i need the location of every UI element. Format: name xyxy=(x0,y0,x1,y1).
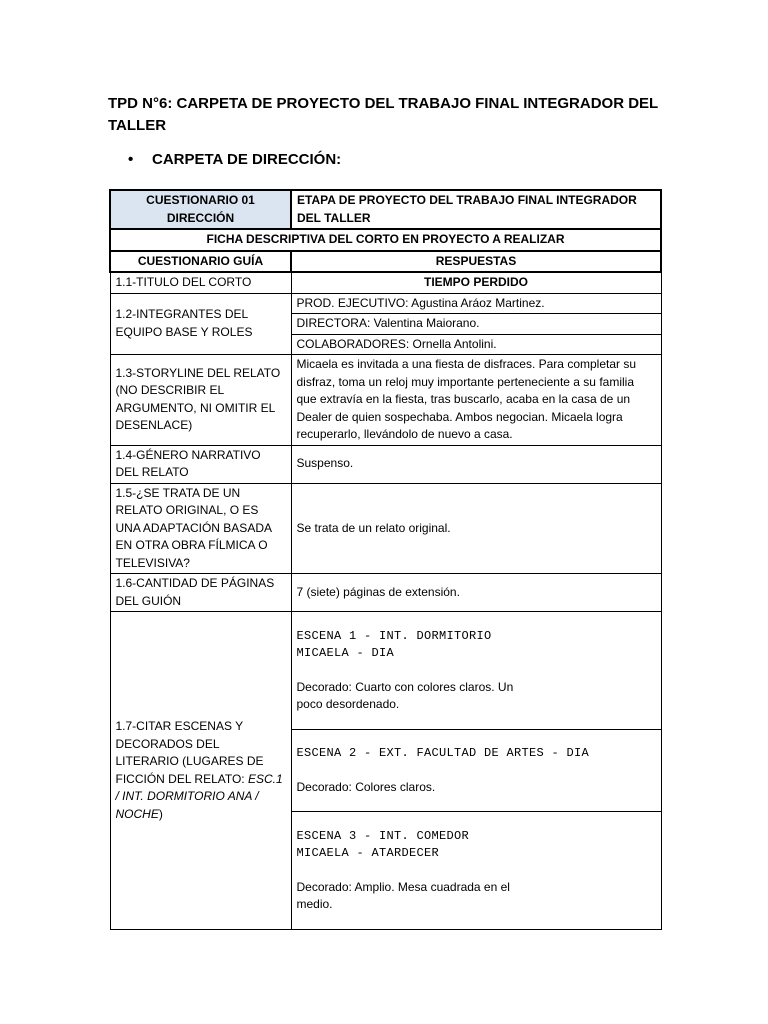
scene-1-decorado: Decorado: Cuarto con colores claros. Un poco desordenado. xyxy=(296,679,514,711)
answer-colaboradores: COLABORADORES: Ornella Antolini. xyxy=(291,334,661,355)
scene-2 xyxy=(291,730,661,812)
answer-paginas: 7 (siete) páginas de extensión. xyxy=(291,574,661,612)
scene-1 xyxy=(291,612,661,730)
scene-1-heading: ESCENA 1 - INT. DORMITORIO xyxy=(296,628,492,643)
question-original: 1.5-¿SE TRATA DE UN RELATO ORIGINAL, O ES UNA ADAPTACIÓN BASADA EN OTRA OBRA FÍLMICA O TELEVISIVA? xyxy=(110,483,291,574)
answer-directora: DIRECTORA: Valentina Maiorano. xyxy=(291,314,661,335)
section-heading-text: CARPETA DE DIRECCIÓN: xyxy=(152,151,342,168)
scene-3 xyxy=(291,812,661,930)
escenas-question-text: 1.7-CITAR ESCENAS Y DECORADOS DEL LITERARIO (LUGARES DE FICCIÓN DEL RELATO: xyxy=(115,719,264,786)
question-integrantes: 1.2-INTEGRANTES DEL EQUIPO BASE Y ROLES xyxy=(110,293,291,355)
header-etapa: ETAPA DE PROYECTO DEL TRABAJO FINAL INTEGRADOR DEL TALLER xyxy=(291,190,661,229)
scene-3-character: MICAELA - ATARDECER xyxy=(296,846,440,860)
questionnaire-table xyxy=(109,189,662,930)
col-header-guide: CUESTIONARIO GUÍA xyxy=(110,251,291,273)
question-escenas xyxy=(110,612,291,930)
question-storyline: 1.3-STORYLINE DEL RELATO (NO DESCRIBIR EL ARGUMENTO, NI OMITIR EL DESENLACE) xyxy=(110,355,291,446)
col-header-answers: RESPUESTAS xyxy=(291,251,661,273)
scene-2-decorado: Decorado: Colores claros. xyxy=(296,779,436,794)
page-title: TPD N°6: CARPETA DE PROYECTO DEL TRABAJO FINAL INTEGRADOR DEL TALLER xyxy=(108,95,658,134)
scene-2-heading: ESCENA 2 - EXT. FACULTAD DE ARTES - DIA xyxy=(296,746,590,760)
answer-titulo: TIEMPO PERDIDO xyxy=(291,272,661,293)
answer-genero: Suspenso. xyxy=(291,445,661,483)
question-paginas: 1.6-CANTIDAD DE PÁGINAS DEL GUIÓN xyxy=(110,574,291,612)
section-heading xyxy=(128,149,341,171)
scene-3-decorado: Decorado: Amplio. Mesa cuadrada en el medio. xyxy=(296,879,510,911)
question-titulo: 1.1-TITULO DEL CORTO xyxy=(110,272,291,293)
answer-productor: PROD. EJECUTIVO: Agustina Aráoz Martinez. xyxy=(291,293,661,314)
escenas-question-example: ESC.1 / INT. DORMITORIO ANA / NOCHE xyxy=(115,771,283,821)
scene-3-heading: ESCENA 3 - INT. COMEDOR xyxy=(296,828,470,843)
scene-1-character: MICAELA - DIA xyxy=(296,646,395,660)
answer-storyline: Micaela es invitada a una fiesta de disfraces. Para completar su disfraz, toma un reloj muy importante perteneciente a su familia que extravía en la fiesta, tras buscarlo, acaba en la casa de un Dealer de quien sospechaba. Ambos negocian. Micaela logra recuperarlo, llevándolo de nuevo a casa. xyxy=(291,355,661,446)
question-genero: 1.4-GÉNERO NARRATIVO DEL RELATO xyxy=(110,445,291,483)
answer-original: Se trata de un relato original. xyxy=(291,483,661,574)
bullet-icon: • xyxy=(128,151,134,168)
escenas-question-close: ) xyxy=(158,806,163,821)
header-cuestionario: CUESTIONARIO 01 DIRECCIÓN xyxy=(110,190,291,229)
ficha-header: FICHA DESCRIPTIVA DEL CORTO EN PROYECTO A REALIZAR xyxy=(110,229,661,251)
